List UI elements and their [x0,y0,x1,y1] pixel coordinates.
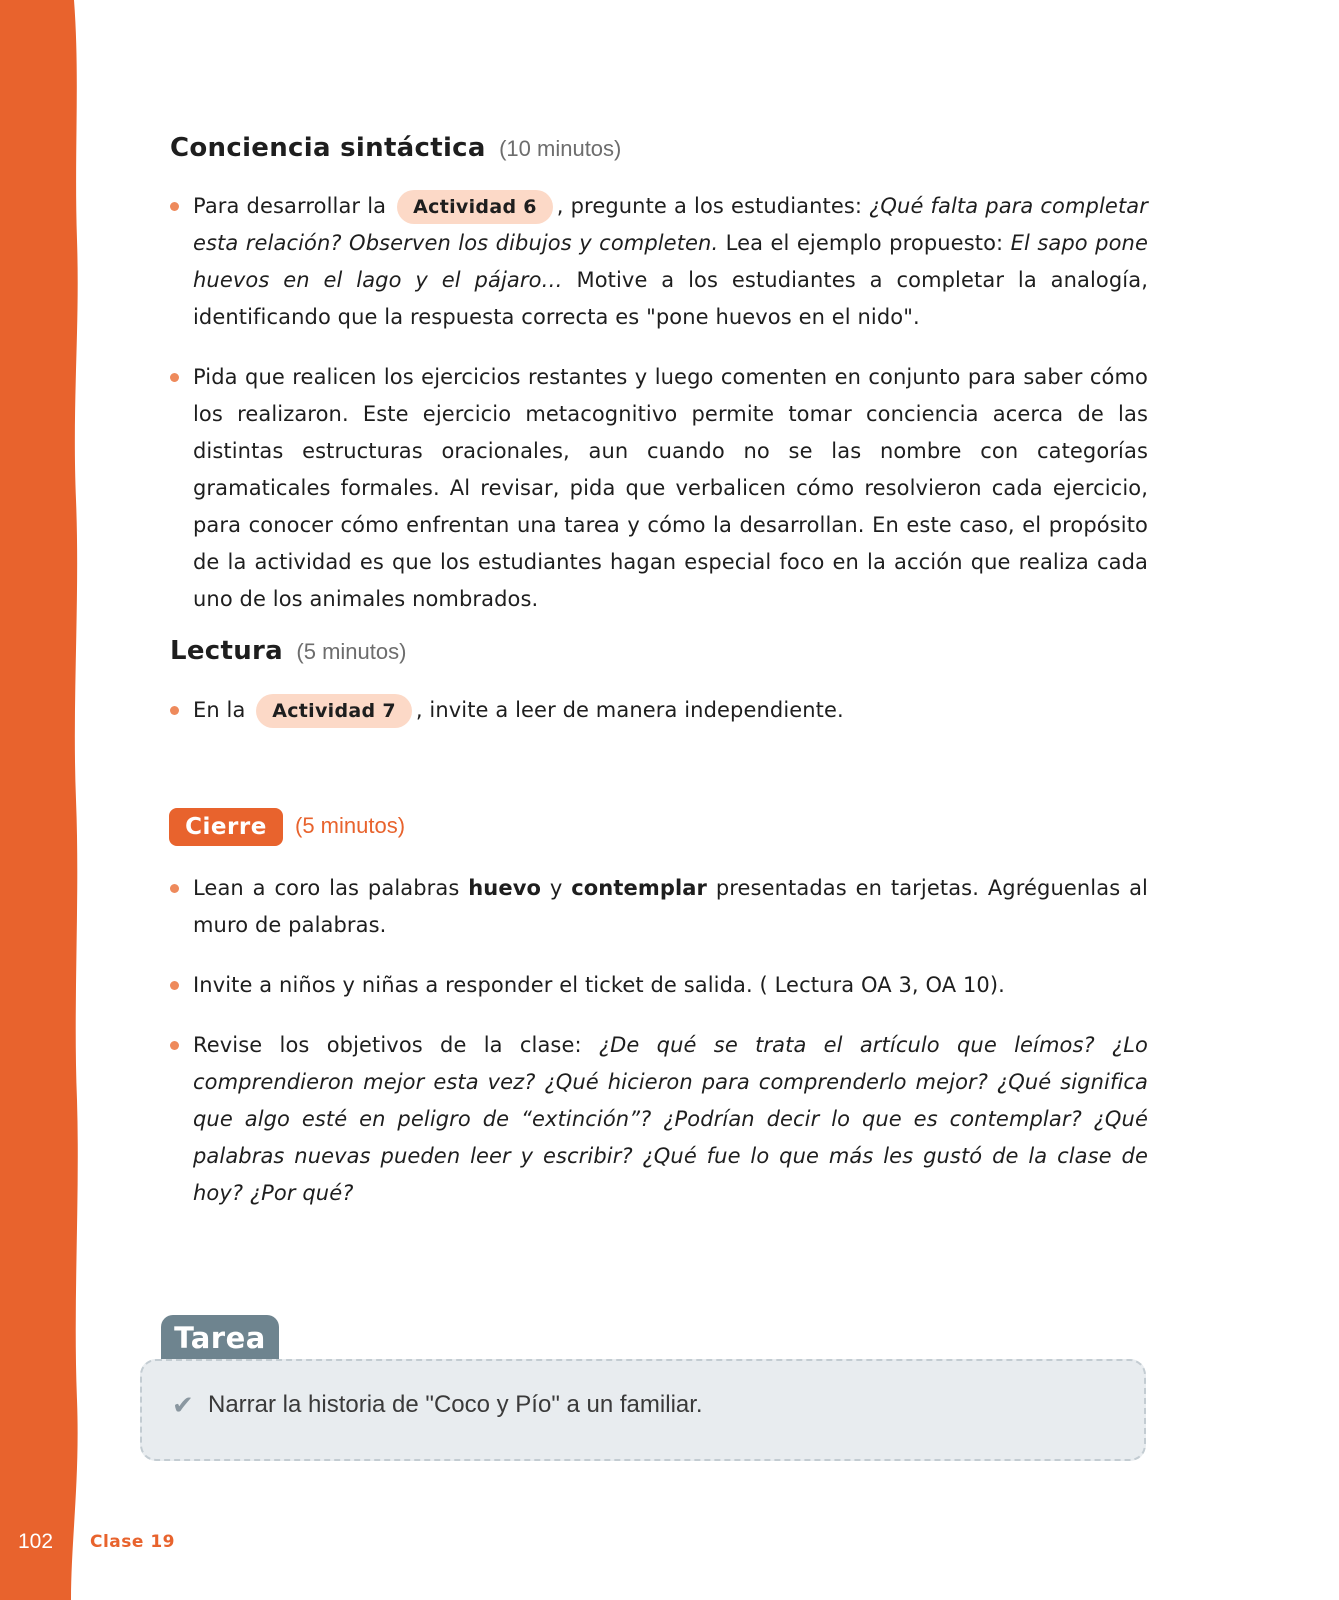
bullet-italic-example: El sapo pone huevos en el lago y el pájaro… [193,231,1148,292]
bullet-text: En la [193,698,253,722]
bullet-text: , pregunte a los estudiantes: [556,194,870,218]
bullet-bold-word: huevo [468,876,542,900]
lectura-bullet-list [170,692,1148,729]
bullet-text: Invite a niños y niñas a responder el ticket de salida. ( Lectura OA 3, OA 10). [193,973,1005,997]
bullet-dot-icon [170,706,179,715]
list-item [170,967,1148,1004]
list-item [170,1027,1148,1212]
bullet-text: Lea el ejemplo propuesto: [718,231,1011,255]
bullet-dot-icon [170,884,179,893]
bullet-text: Para desarrollar la [193,194,394,218]
tarea-tab: Tarea [161,1315,279,1361]
bullet-text: y [541,876,572,900]
tarea-box [140,1359,1146,1461]
bullet-dot-icon [170,202,179,211]
bullet-text: Pida que realicen los ejercicios restantes y luego comenten en conjunto para saber cómo los realizaron. Este ejercicio metacognitivo permite tomar conciencia acerca de las distintas estructuras oracionales, aun cuando no se las nombre con categorías gramaticales formales. Al revisar, pida que verbalicen cómo resolvieron cada ejercicio, para conocer cómo enfrentan una tarea y cómo la desarrollan. En este caso, el propósito de la actividad es que los estudiantes hagan especial foco en la acción que realiza cada uno de los animales nombrados. [193,365,1148,611]
section-title-conciencia [170,133,621,163]
section-duration: (10 minutos) [499,136,622,161]
list-item [170,359,1148,618]
bullet-dot-icon [170,1041,179,1050]
check-icon: ✔ [172,1391,194,1421]
bullet-italic-question: ¿Qué falta para completar esta relación? Observen los dibujos y completen. [193,194,1148,255]
cierre-duration: (5 minutos) [295,813,406,838]
list-item [170,870,1148,944]
bullet-dot-icon [170,373,179,382]
wavy-border-shape [0,0,90,1600]
list-item [170,188,1148,336]
bullet-italic-questions: ¿De qué se trata el artículo que leímos? ¿Lo comprendieron mejor esta vez? ¿Qué hicieron para comprenderlo mejor? ¿Qué significa que algo esté en peligro de “extinción”? ¿Podrían decir lo que es contemplar? ¿Qué palabras nuevas pueden leer y escribir? ¿Qué fue lo que más les gustó de la clase de hoy? ¿Por qué? [193,1033,1148,1205]
conciencia-bullet-list [170,188,1148,618]
bullet-dot-icon [170,981,179,990]
class-label: Clase 19 [90,1532,175,1552]
cierre-badge: Cierre [169,808,283,846]
bullet-text: Revise los objetivos de la clase: [193,1033,599,1057]
activity-chip: Actividad 7 [256,694,412,728]
section-title-text: Conciencia sintáctica [170,133,486,163]
bullet-text: Lean a coro las palabras [193,876,469,900]
section-title-lectura [170,636,406,666]
section-title-text: Lectura [170,636,284,666]
page-number: 102 [18,1530,54,1553]
bullet-text: Motive a los estudiantes a completar la analogía, identificando que la respuesta correcta es "pone huevos en el nido". [193,268,1148,329]
bullet-bold-word: contemplar [571,876,707,900]
bullet-text: presentadas en tarjetas. Agréguenlas al muro de palabras. [193,876,1148,937]
bullet-text: , invite a leer de manera independiente. [415,698,844,722]
orange-side-strip [0,0,90,1600]
section-duration: (5 minutos) [296,639,407,664]
tarea-text: Narrar la historia de "Coco y Pío" a un familiar. [208,1391,703,1418]
cierre-bullet-list [170,870,1148,1212]
list-item [170,692,1148,729]
activity-chip: Actividad 6 [397,190,553,224]
